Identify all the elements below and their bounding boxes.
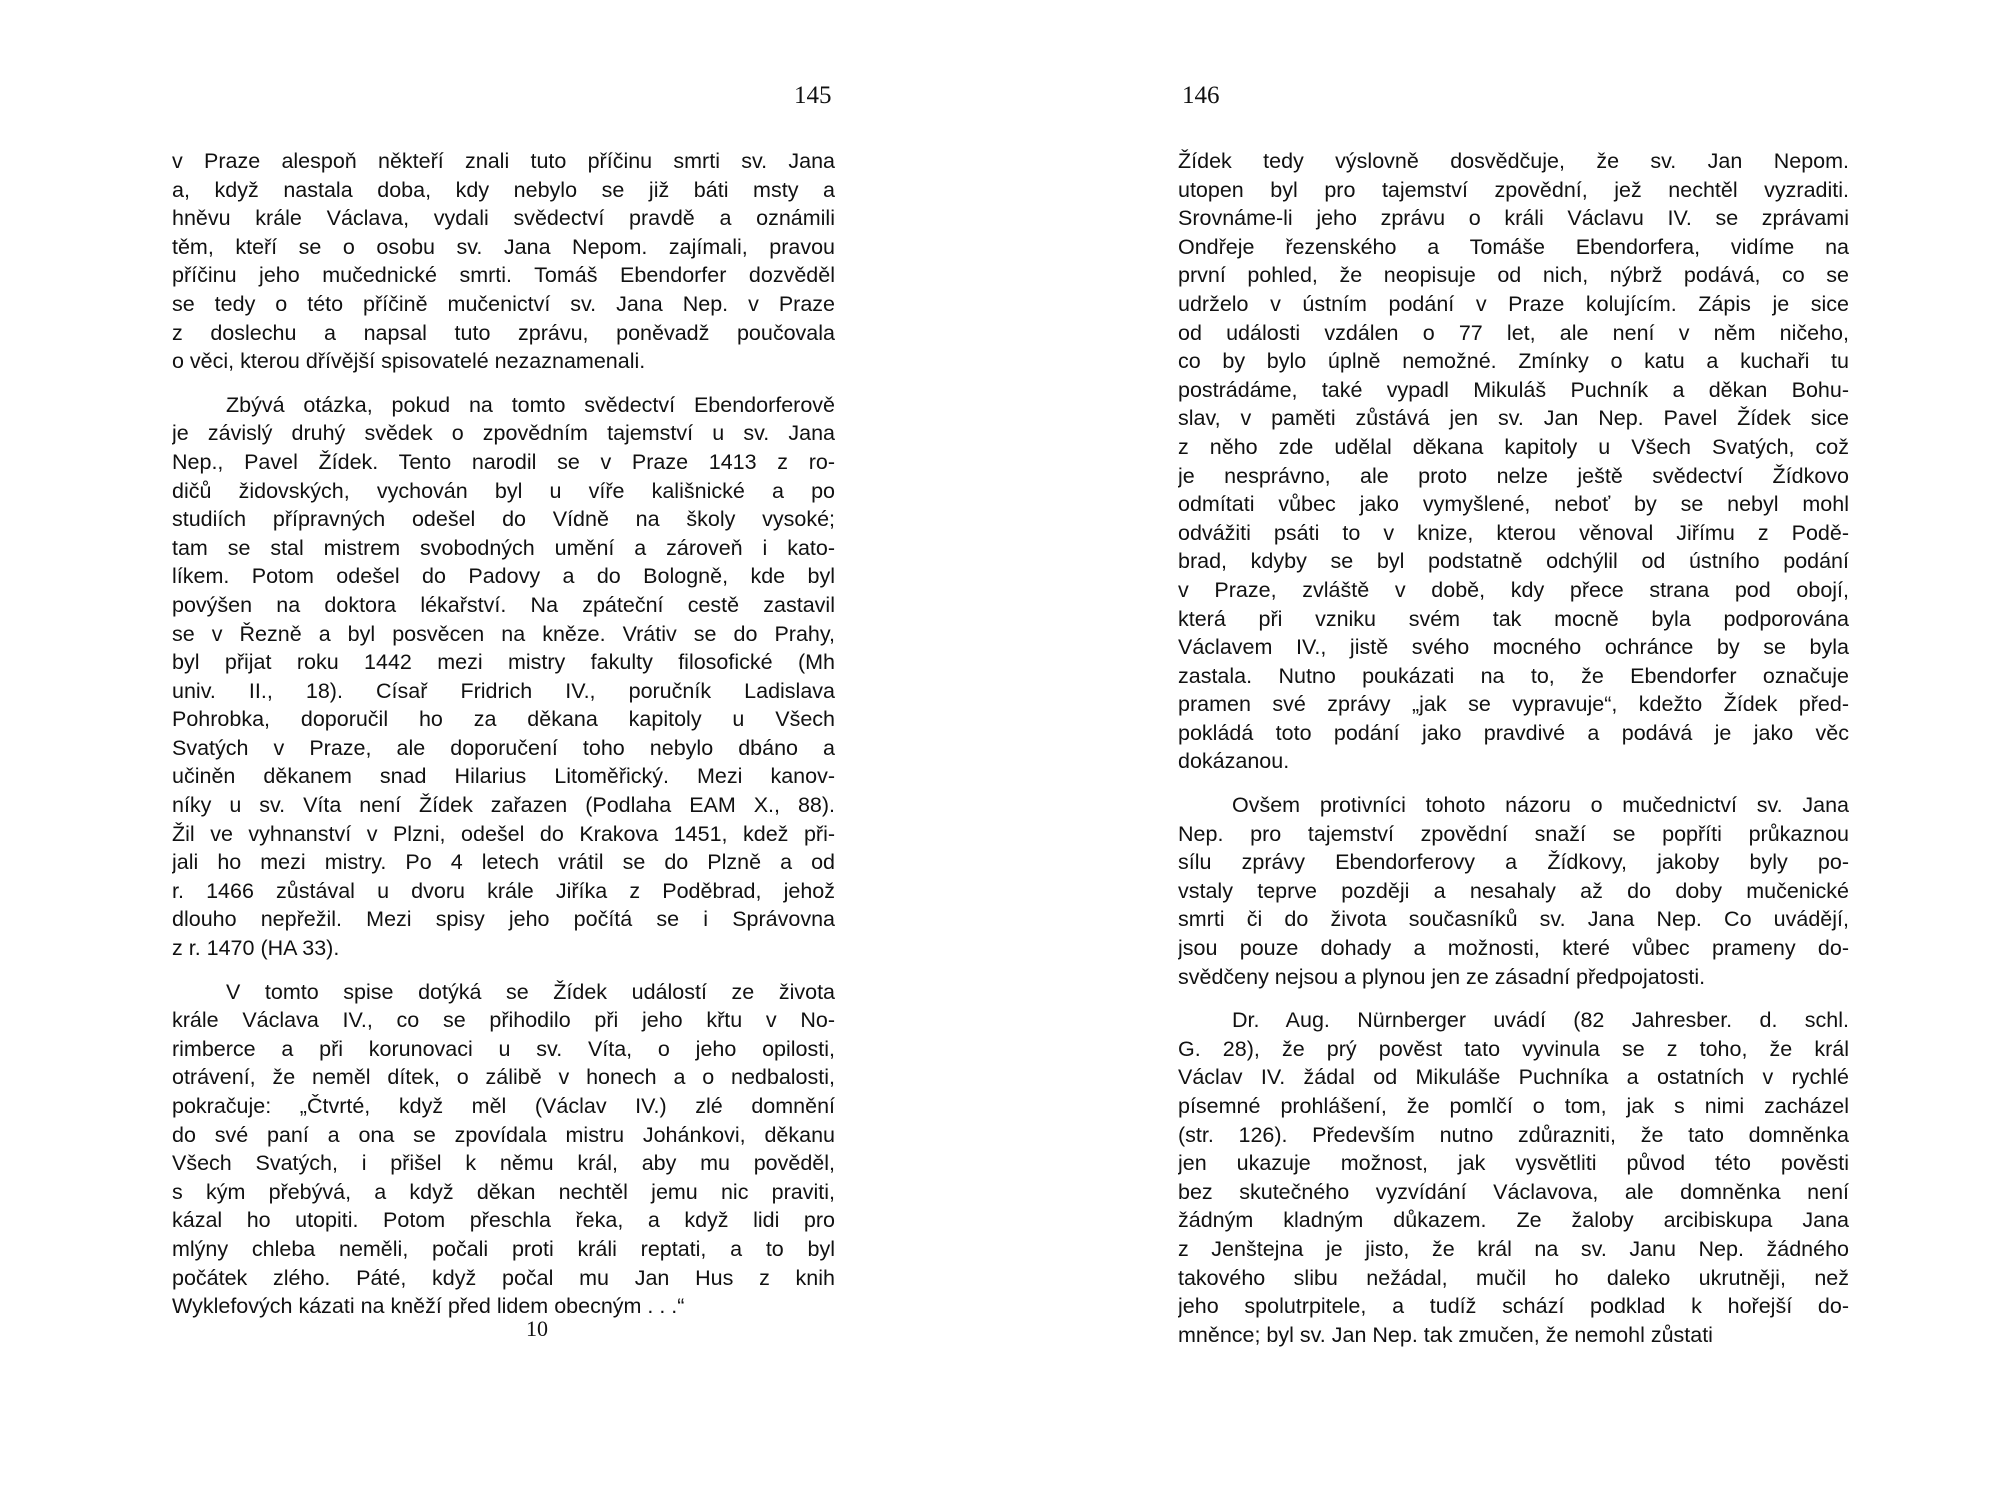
text-line: povýšen na doktora lékařství. Na zpáteční cestě zastavil [172, 592, 835, 617]
text-line: níky u sv. Víta není Žídek zařazen (Podlaha EAM X., 88). [172, 793, 835, 818]
text-line: učiněn děkanem snad Hilarius Litoměřický. Mezi kanov- [172, 764, 835, 789]
page-text [172, 147, 835, 1321]
text-line: postrádáme, také vypadl Mikuláš Puchník a děkan Bohu- [1178, 377, 1849, 402]
text-line: která při vzniku svém tak mocně byla podporována [1178, 606, 1849, 631]
text-line: takového slibu nežádal, mučil ho daleko ukrutněji, než [1178, 1265, 1849, 1290]
text-line: od události vzdálen o 77 let, ale není v něm ničeho, [1178, 320, 1849, 345]
text-line: těm, kteří se o osobu sv. Jana Nepom. zajímali, pravou [172, 234, 835, 259]
text-line: dokázanou. [1178, 749, 1290, 774]
text-line: udrželo v ústním podání v Praze kolujícím. Zápis je sice [1178, 291, 1849, 316]
text-line: z Jenštejna je jisto, že král na sv. Janu Nep. žádného [1178, 1236, 1849, 1261]
text-line: a, když nastala doba, kdy nebylo se již báti msty a [172, 177, 835, 202]
text-line: univ. II., 18). Císař Fridrich IV., poručník Ladislava [172, 678, 835, 703]
text-line: mněnce; byl sv. Jan Nep. tak zmučen, že nemohl zůstati [1178, 1322, 1713, 1347]
text-line: odmítati vůbec jako vymyšlené, neboť by se nebyl mohl [1178, 492, 1849, 517]
paragraph [1178, 791, 1849, 991]
text-line: bez skutečného vyzvídání Václavova, ale domněnka není [1178, 1179, 1849, 1204]
text-line: Dr. Aug. Nürnberger uvádí (82 Jahresber. d. schl. [1232, 1008, 1849, 1033]
text-line: Zbývá otázka, pokud na tomto svědectví Ebendorferově [226, 392, 835, 417]
text-line: Pohrobka, doporučil ho za děkana kapitoly u Všech [172, 707, 835, 732]
page-number: 145 [794, 82, 832, 109]
text-line: zastala. Nutno poukázati na to, že Ebendorfer označuje [1178, 663, 1849, 688]
text-line: v Praze alespoň někteří znali tuto příčinu smrti sv. Jana [172, 149, 835, 173]
paragraph-gap [172, 963, 835, 978]
paragraph [172, 391, 835, 963]
text-line: G. 28), že prý pověst tato vyvinula se z toho, že král [1178, 1036, 1849, 1061]
text-line: krále Václava IV., co se přihodilo při jeho křtu v No- [172, 1008, 835, 1033]
text-line: r. 1466 zůstával u dvoru krále Jiříka z Poděbrad, jehož [172, 878, 835, 903]
text-line: s kým přebývá, a když děkan nechtěl jemu nic praviti, [172, 1179, 835, 1204]
page-number: 146 [1182, 82, 1220, 109]
text-line: do své paní a ona se zpovídala mistru Johánkovi, děkanu [172, 1122, 835, 1147]
text-line: rimberce a při korunovaci u sv. Víta, o jeho opilosti, [172, 1036, 835, 1061]
text-line: V tomto spise dotýká se Žídek událostí ze života [226, 979, 835, 1004]
text-line: Václavem IV., jistě svého mocného ochránce by se byla [1178, 635, 1849, 660]
text-line: jeho spolutrpitele, a tudíž schází podklad k hořejší do- [1178, 1294, 1849, 1319]
text-line: se v Řezně a byl posvěcen na kněze. Vrátiv se do Prahy, [172, 621, 835, 646]
text-line: slav, v paměti zůstává jen sv. Jan Nep. Pavel Žídek sice [1178, 406, 1849, 431]
paragraph [1178, 147, 1849, 776]
text-line: Ondřeje řezenského a Tomáše Ebendorfera, vidíme na [1178, 234, 1849, 259]
text-line: jen ukazuje možnost, jak vysvětliti původ této pověsti [1178, 1151, 1849, 1176]
text-line: Svatých v Praze, ale doporučení toho nebylo dbáno a [172, 735, 835, 760]
text-line: je nesprávno, ale proto nelze ještě svědectví Žídkovo [1178, 463, 1849, 488]
text-line: z r. 1470 (HA 33). [172, 936, 340, 961]
text-line: tam se stal mistrem svobodných umění a zároveň i kato- [172, 535, 835, 560]
text-line: pokračuje: „Čtvrté, když měl (Václav IV.) zlé domnění [172, 1094, 835, 1118]
text-line: hněvu krále Václava, vydali svědectví pravdě a oznámili [172, 206, 835, 231]
paragraph [1178, 1006, 1849, 1349]
printer-signature-mark: 10 [526, 1316, 548, 1341]
text-line: odvážiti psáti to v knize, kterou věnoval Jiřímu z Podě- [1178, 520, 1849, 545]
text-line: písemné prohlášení, že pomlčí o tom, jak s nimi zacházel [1178, 1094, 1849, 1118]
text-line: Václav IV. žádal od Mikuláše Puchníka a ostatních v rychlé [1178, 1065, 1849, 1090]
text-line: první pohled, že neopisuje od nich, nýbrž podává, co se [1178, 263, 1849, 288]
text-line: Ovšem protivníci tohoto názoru o mučednictví sv. Jana [1232, 793, 1849, 818]
text-line: dičů židovských, vychován byl u víře kališnické a po [172, 478, 835, 503]
text-line: dlouho nepřežil. Mezi spisy jeho počítá se i Správovna [172, 907, 835, 932]
text-line: pramen své zprávy „jak se vypravuje“, kdežto Žídek před- [1178, 692, 1849, 717]
text-line: jali ho mezi mistry. Po 4 letech vrátil se do Plzně a od [172, 850, 835, 875]
text-line: počátek zlého. Páté, když počal mu Jan Hus z knih [172, 1265, 835, 1290]
text-line: byl přijat roku 1442 mezi mistry fakulty filosofické (Mh [172, 650, 835, 675]
text-line: co by bylo úplně nemožné. Zmínky o katu a kuchaři tu [1178, 349, 1849, 374]
text-line: líkem. Potom odešel do Padovy a do Bologně, kde byl [172, 564, 835, 589]
text-line: (str. 126). Především nutno zdůrazniti, že tato domněnka [1178, 1122, 1849, 1147]
text-line: Žídek tedy výslovně dosvědčuje, že sv. Jan Nepom. [1178, 149, 1849, 173]
paragraph-gap [172, 376, 835, 391]
text-line: Nep. pro tajemství zpovědní snaží se popříti průkaznou [1178, 821, 1849, 846]
text-line: v Praze, zvláště v době, kdy přece strana pod obojí, [1178, 577, 1849, 602]
text-line: Wyklefových kázati na kněží před lidem obecným . . .“ [172, 1294, 685, 1319]
text-line: mlýny chleba neměli, počali proti králi reptati, a to byl [172, 1236, 835, 1261]
text-line: vstaly teprve později a nesahaly až do doby mučenické [1178, 878, 1849, 903]
text-line: studiích přípravných odešel do Vídně na školy vysoké; [172, 507, 835, 532]
text-line: příčinu jeho mučednické smrti. Tomáš Ebendorfer dozvěděl [172, 263, 835, 288]
text-line: svědčeny nejsou a plynou jen ze zásadní předpojatosti. [1178, 964, 1706, 989]
text-line: Nep., Pavel Žídek. Tento narodil se v Praze 1413 z ro- [172, 449, 835, 474]
paragraph-gap [1178, 991, 1849, 1006]
paragraph [172, 147, 835, 376]
text-line: je závislý druhý svědek o zpovědním tajemství u sv. Jana [172, 421, 835, 446]
text-line: utopen byl pro tajemství zpovědní, jež nechtěl vyzraditi. [1178, 177, 1849, 202]
text-line: Srovnáme-li jeho zprávu o králi Václavu IV. se zprávami [1178, 206, 1849, 231]
text-line: Žil ve vyhnanství v Plzni, odešel do Krakova 1451, kdež při- [172, 821, 835, 846]
text-line: brad, kdyby se byl podstatně odchýlil od ústního podání [1178, 549, 1849, 574]
text-line: se tedy o této příčině mučenictví sv. Jana Nep. v Praze [172, 291, 835, 316]
text-line: Všech Svatých, i přišel k němu král, aby mu pověděl, [172, 1151, 835, 1176]
text-line: kázal ho utopiti. Potom přeschla řeka, a když lidi pro [172, 1208, 835, 1233]
paragraph-gap [1178, 776, 1849, 791]
paragraph [172, 978, 835, 1321]
text-line: smrti či do života současníků sv. Jana Nep. Co uvádějí, [1178, 907, 1849, 932]
page-text [1178, 147, 1849, 1349]
text-line: z něho zde udělal děkana kapitoly u Všech Svatých, což [1178, 434, 1849, 459]
text-line: o věci, kterou dřívější spisovatelé nezaznamenali. [172, 349, 646, 374]
text-line: jsou pouze dohady a možnosti, které vůbec prameny do- [1178, 936, 1849, 961]
text-line: sílu zprávy Ebendorferovy a Žídkovy, jakoby byly po- [1178, 850, 1849, 875]
text-line: z doslechu a napsal tuto zprávu, poněvadž poučovala [172, 320, 835, 345]
text-line: žádným kladným důkazem. Ze žaloby arcibiskupa Jana [1178, 1208, 1849, 1233]
text-line: otrávení, že neměl dítek, o zálibě v honech a o nedbalosti, [172, 1065, 835, 1090]
text-line: pokládá toto podání jako pravdivé a podává je jako věc [1178, 720, 1849, 745]
